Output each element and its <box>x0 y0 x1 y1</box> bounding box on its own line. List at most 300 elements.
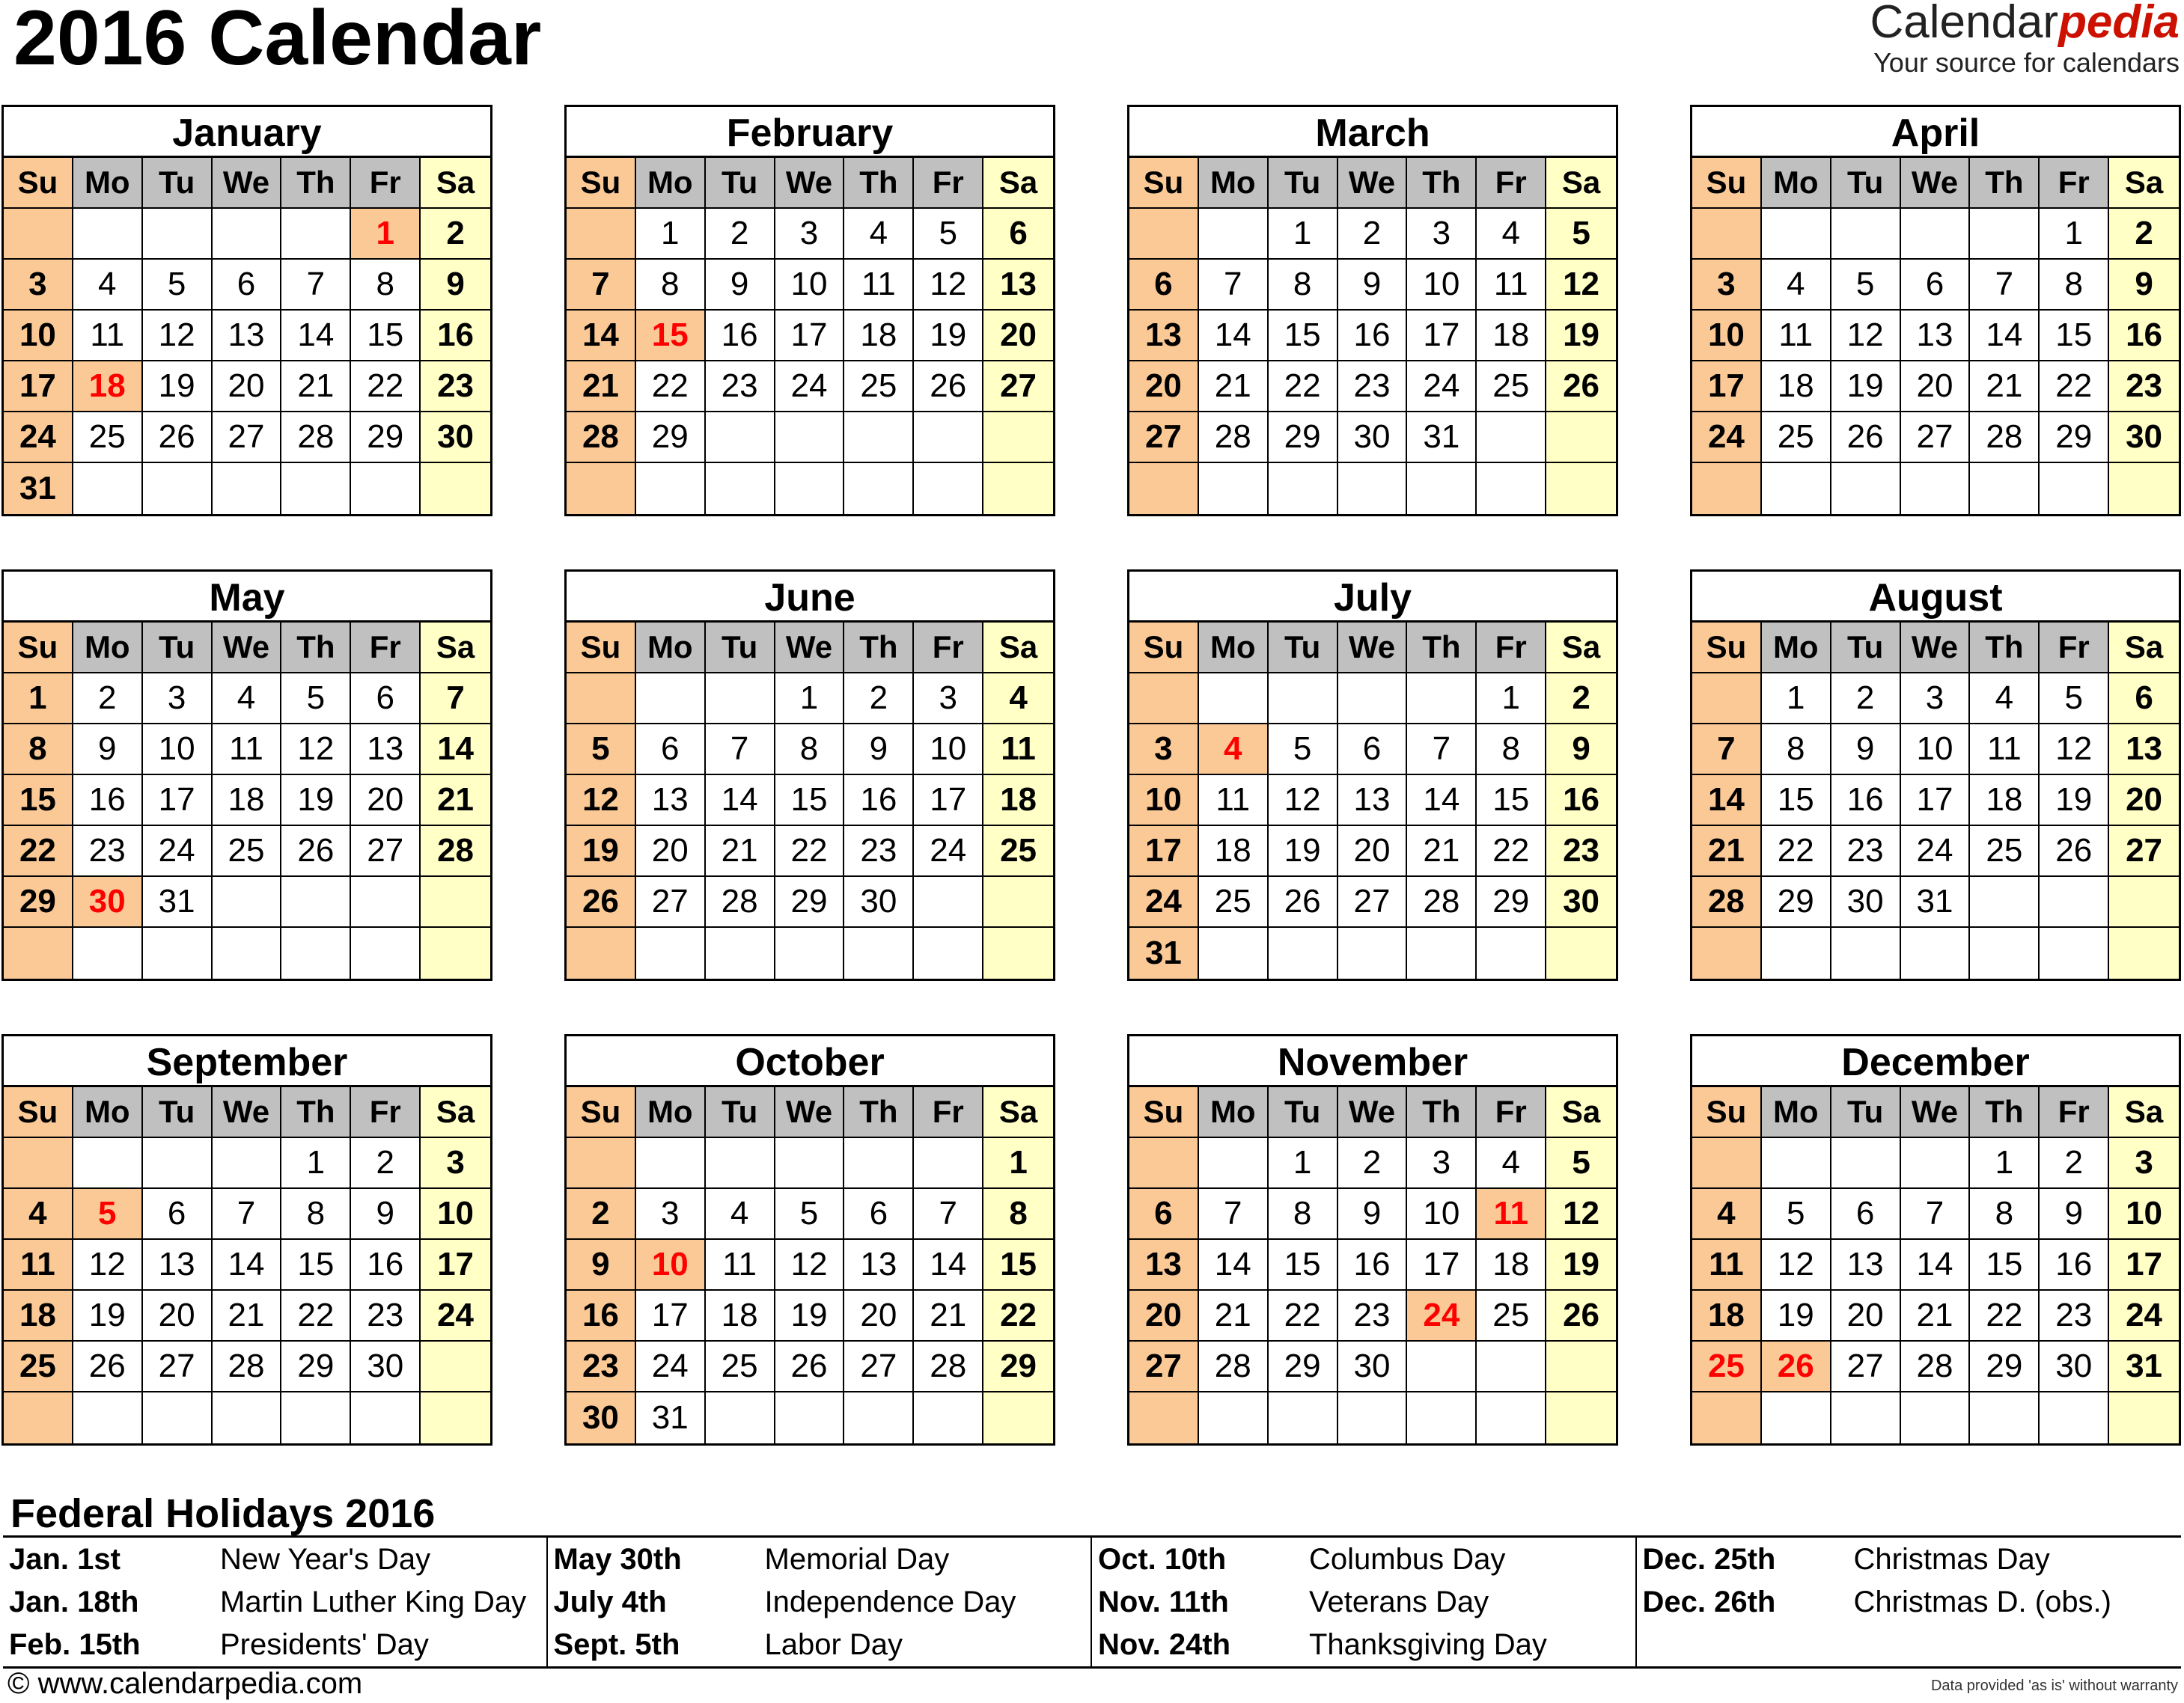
day-cell: 3 <box>421 1138 490 1189</box>
day-cell: 29 <box>2040 412 2109 463</box>
day-cell: 28 <box>567 412 636 463</box>
day-cell: 23 <box>2109 361 2179 412</box>
day-cell: 26 <box>1546 361 1616 412</box>
empty-day-cell <box>1129 1138 1199 1189</box>
holidays-column <box>1092 1538 1637 1666</box>
weekday-header: Mo <box>73 1087 143 1138</box>
day-cell: 11 <box>1970 724 2040 775</box>
day-cell: 27 <box>1338 877 1408 928</box>
holiday-name: Labor Day <box>764 1628 903 1662</box>
day-cell: 20 <box>844 1291 914 1342</box>
day-cell: 19 <box>1831 361 1901 412</box>
day-cell: 31 <box>1129 928 1199 979</box>
weekday-header: Sa <box>1546 623 1616 673</box>
day-cell: 7 <box>1692 724 1762 775</box>
day-cell: 3 <box>636 1189 706 1240</box>
day-cell: 2 <box>1831 673 1901 724</box>
holiday-name: Independence Day <box>764 1585 1016 1618</box>
empty-day-cell <box>1831 1138 1901 1189</box>
empty-day-cell <box>351 1392 421 1443</box>
day-cell: 12 <box>1546 1189 1616 1240</box>
month-days-grid <box>4 1087 490 1443</box>
empty-day-cell <box>1477 928 1546 979</box>
day-cell: 28 <box>706 877 775 928</box>
empty-day-cell <box>1338 463 1408 514</box>
day-cell: 9 <box>706 260 775 311</box>
day-cell: 5 <box>775 1189 845 1240</box>
day-cell: 6 <box>1129 260 1199 311</box>
weekday-header: Th <box>1970 1087 2040 1138</box>
day-cell: 13 <box>983 260 1053 311</box>
weekday-header: Su <box>567 158 636 209</box>
empty-day-cell <box>914 1392 983 1443</box>
empty-day-cell <box>1477 1392 1546 1443</box>
day-cell: 18 <box>706 1291 775 1342</box>
day-cell: 19 <box>1269 826 1338 877</box>
day-cell: 20 <box>213 361 282 412</box>
day-cell: 30 <box>567 1392 636 1443</box>
day-cell: 23 <box>567 1342 636 1392</box>
weekday-header: Su <box>4 623 73 673</box>
day-cell: 5 <box>281 673 351 724</box>
day-cell: 6 <box>1129 1189 1199 1240</box>
day-cell: 24 <box>914 826 983 877</box>
day-cell: 28 <box>914 1342 983 1392</box>
empty-day-cell <box>143 463 213 514</box>
weekday-header: Tu <box>1269 1087 1338 1138</box>
holiday-name: Martin Luther King Day <box>220 1585 527 1618</box>
weekday-header: Fr <box>914 158 983 209</box>
day-cell: 7 <box>567 260 636 311</box>
day-cell: 31 <box>143 877 213 928</box>
empty-day-cell <box>2040 1392 2109 1443</box>
day-cell: 8 <box>281 1189 351 1240</box>
empty-day-cell <box>143 928 213 979</box>
weekday-header: Tu <box>706 623 775 673</box>
weekday-header: Sa <box>983 1087 1053 1138</box>
holiday-date: May 30th <box>553 1542 682 1576</box>
empty-day-cell <box>1692 673 1762 724</box>
day-cell: 1 <box>1477 673 1546 724</box>
day-cell: 5 <box>567 724 636 775</box>
day-cell: 14 <box>1407 775 1477 826</box>
empty-day-cell <box>351 877 421 928</box>
month-days-grid <box>1692 158 2179 514</box>
empty-day-cell <box>213 209 282 260</box>
empty-day-cell <box>1901 1392 1971 1443</box>
weekday-header: Mo <box>1762 158 1831 209</box>
day-cell: 19 <box>2040 775 2109 826</box>
day-cell: 22 <box>1762 826 1831 877</box>
empty-day-cell <box>2109 1392 2179 1443</box>
holiday-day-cell: 25 <box>1692 1342 1762 1392</box>
weekday-header: Mo <box>636 158 706 209</box>
weekday-header: Tu <box>706 1087 775 1138</box>
day-cell: 2 <box>1546 673 1616 724</box>
empty-day-cell <box>636 928 706 979</box>
day-cell: 27 <box>351 826 421 877</box>
brand-name-accent: pedia <box>2058 0 2180 48</box>
day-cell: 21 <box>1199 1291 1269 1342</box>
day-cell: 8 <box>636 260 706 311</box>
day-cell: 22 <box>1269 361 1338 412</box>
weekday-header: Fr <box>1477 1087 1546 1138</box>
empty-day-cell <box>1831 1392 1901 1443</box>
empty-day-cell <box>1477 1342 1546 1392</box>
day-cell: 30 <box>421 412 490 463</box>
day-cell: 16 <box>1831 775 1901 826</box>
day-cell: 15 <box>1269 1240 1338 1291</box>
empty-day-cell <box>1546 463 1616 514</box>
holiday-name: Thanksgiving Day <box>1309 1628 1547 1662</box>
day-cell: 23 <box>421 361 490 412</box>
day-cell: 20 <box>2109 775 2179 826</box>
holiday-row <box>1098 1544 1635 1574</box>
day-cell: 18 <box>4 1291 73 1342</box>
day-cell: 21 <box>567 361 636 412</box>
day-cell: 19 <box>1762 1291 1831 1342</box>
day-cell: 17 <box>775 311 845 361</box>
day-cell: 10 <box>1407 260 1477 311</box>
holiday-row <box>1643 1544 2182 1574</box>
day-cell: 24 <box>775 361 845 412</box>
day-cell: 15 <box>775 775 845 826</box>
day-cell: 21 <box>1970 361 2040 412</box>
empty-day-cell <box>213 1138 282 1189</box>
month-name: October <box>567 1036 1053 1087</box>
weekday-header: Th <box>281 1087 351 1138</box>
day-cell: 17 <box>1692 361 1762 412</box>
empty-day-cell <box>73 463 143 514</box>
day-cell: 3 <box>1407 209 1477 260</box>
day-cell: 3 <box>914 673 983 724</box>
empty-day-cell <box>143 1392 213 1443</box>
weekday-header: Mo <box>73 158 143 209</box>
day-cell: 6 <box>1901 260 1971 311</box>
empty-day-cell <box>844 928 914 979</box>
day-cell: 12 <box>1762 1240 1831 1291</box>
day-cell: 26 <box>1546 1291 1616 1342</box>
weekday-header: We <box>1338 1087 1408 1138</box>
day-cell: 25 <box>1477 1291 1546 1342</box>
day-cell: 20 <box>1129 1291 1199 1342</box>
day-cell: 26 <box>1269 877 1338 928</box>
weekday-header: Mo <box>1762 1087 1831 1138</box>
day-cell: 11 <box>1199 775 1269 826</box>
weekday-header: Mo <box>1199 158 1269 209</box>
empty-day-cell <box>421 877 490 928</box>
weekday-header: Sa <box>421 158 490 209</box>
day-cell: 21 <box>1199 361 1269 412</box>
day-cell: 9 <box>1338 260 1408 311</box>
brand-logo <box>1870 0 2180 79</box>
day-cell: 17 <box>2109 1240 2179 1291</box>
weekday-header: Tu <box>143 1087 213 1138</box>
day-cell: 16 <box>1546 775 1616 826</box>
day-cell: 15 <box>281 1240 351 1291</box>
day-cell: 6 <box>143 1189 213 1240</box>
empty-day-cell <box>983 1392 1053 1443</box>
holiday-date: Dec. 25th <box>1642 1542 1776 1576</box>
empty-day-cell <box>706 412 775 463</box>
day-cell: 20 <box>351 775 421 826</box>
weekday-header: Th <box>844 623 914 673</box>
day-cell: 22 <box>775 826 845 877</box>
footer-disclaimer: Data provided 'as is' without warranty <box>1930 1678 2178 1694</box>
day-cell: 22 <box>4 826 73 877</box>
day-cell: 7 <box>1199 260 1269 311</box>
day-cell: 7 <box>914 1189 983 1240</box>
month-name: September <box>4 1036 490 1087</box>
day-cell: 27 <box>1129 412 1199 463</box>
day-cell: 29 <box>775 877 845 928</box>
day-cell: 1 <box>281 1138 351 1189</box>
day-cell: 20 <box>143 1291 213 1342</box>
weekday-header: Th <box>1970 158 2040 209</box>
day-cell: 2 <box>706 209 775 260</box>
weekday-header: Su <box>567 623 636 673</box>
day-cell: 26 <box>567 877 636 928</box>
day-cell: 3 <box>2109 1138 2179 1189</box>
weekday-header: Th <box>1407 1087 1477 1138</box>
empty-day-cell <box>567 1138 636 1189</box>
day-cell: 6 <box>2109 673 2179 724</box>
empty-day-cell <box>567 673 636 724</box>
weekday-header: Sa <box>2109 623 2179 673</box>
day-cell: 15 <box>4 775 73 826</box>
month-days-grid <box>1692 623 2179 979</box>
day-cell: 14 <box>213 1240 282 1291</box>
weekday-header: We <box>213 158 282 209</box>
day-cell: 11 <box>983 724 1053 775</box>
weekday-header: Fr <box>914 623 983 673</box>
month-name: August <box>1692 572 2179 623</box>
weekday-header: Sa <box>2109 1087 2179 1138</box>
day-cell: 12 <box>281 724 351 775</box>
day-cell: 23 <box>351 1291 421 1342</box>
empty-day-cell <box>1199 209 1269 260</box>
day-cell: 28 <box>421 826 490 877</box>
day-cell: 28 <box>1407 877 1477 928</box>
day-cell: 10 <box>1129 775 1199 826</box>
day-cell: 13 <box>844 1240 914 1291</box>
weekday-header: Sa <box>983 623 1053 673</box>
empty-day-cell <box>1477 412 1546 463</box>
holiday-date: Dec. 26th <box>1642 1585 1776 1618</box>
day-cell: 19 <box>143 361 213 412</box>
empty-day-cell <box>1901 463 1971 514</box>
empty-day-cell <box>4 928 73 979</box>
day-cell: 8 <box>2040 260 2109 311</box>
weekday-header: We <box>775 1087 845 1138</box>
day-cell: 13 <box>1129 1240 1199 1291</box>
holiday-name: Veterans Day <box>1309 1585 1489 1618</box>
day-cell: 2 <box>421 209 490 260</box>
day-cell: 12 <box>1269 775 1338 826</box>
day-cell: 5 <box>2040 673 2109 724</box>
empty-day-cell <box>983 928 1053 979</box>
day-cell: 8 <box>4 724 73 775</box>
day-cell: 9 <box>421 260 490 311</box>
empty-day-cell <box>914 1138 983 1189</box>
day-cell: 10 <box>775 260 845 311</box>
empty-day-cell <box>1762 928 1831 979</box>
day-cell: 12 <box>143 311 213 361</box>
day-cell: 25 <box>213 826 282 877</box>
holiday-day-cell: 4 <box>1199 724 1269 775</box>
month-name: December <box>1692 1036 2179 1087</box>
day-cell: 27 <box>213 412 282 463</box>
empty-day-cell <box>1269 928 1338 979</box>
empty-day-cell <box>1338 928 1408 979</box>
day-cell: 1 <box>4 673 73 724</box>
holidays-title: Federal Holidays 2016 <box>10 1491 436 1536</box>
weekday-header: Sa <box>983 158 1053 209</box>
empty-day-cell <box>2109 928 2179 979</box>
day-cell: 13 <box>1338 775 1408 826</box>
empty-day-cell <box>775 1392 845 1443</box>
day-cell: 15 <box>1477 775 1546 826</box>
empty-day-cell <box>213 463 282 514</box>
day-cell: 12 <box>1546 260 1616 311</box>
day-cell: 31 <box>1407 412 1477 463</box>
day-cell: 8 <box>1269 260 1338 311</box>
day-cell: 18 <box>983 775 1053 826</box>
day-cell: 19 <box>914 311 983 361</box>
weekday-header: Tu <box>1831 1087 1901 1138</box>
day-cell: 27 <box>983 361 1053 412</box>
day-cell: 8 <box>983 1189 1053 1240</box>
weekday-header: Tu <box>143 158 213 209</box>
day-cell: 11 <box>73 311 143 361</box>
day-cell: 10 <box>1692 311 1762 361</box>
empty-day-cell <box>1129 209 1199 260</box>
empty-day-cell <box>1269 673 1338 724</box>
month-april <box>1690 105 2181 516</box>
brand-name-plain: Calendar <box>1870 0 2059 48</box>
day-cell: 9 <box>351 1189 421 1240</box>
day-cell: 31 <box>4 463 73 514</box>
day-cell: 1 <box>1762 673 1831 724</box>
day-cell: 24 <box>1901 826 1971 877</box>
empty-day-cell <box>636 1138 706 1189</box>
day-cell: 4 <box>844 209 914 260</box>
month-october <box>564 1034 1055 1446</box>
day-cell: 26 <box>73 1342 143 1392</box>
day-cell: 23 <box>2040 1291 2109 1342</box>
weekday-header: Fr <box>1477 158 1546 209</box>
empty-day-cell <box>983 877 1053 928</box>
day-cell: 1 <box>2040 209 2109 260</box>
day-cell: 3 <box>1407 1138 1477 1189</box>
day-cell: 29 <box>1970 1342 2040 1392</box>
day-cell: 24 <box>4 412 73 463</box>
weekday-header: Tu <box>1831 623 1901 673</box>
day-cell: 17 <box>421 1240 490 1291</box>
empty-day-cell <box>1692 209 1762 260</box>
day-cell: 12 <box>1831 311 1901 361</box>
day-cell: 5 <box>1269 724 1338 775</box>
empty-day-cell <box>1407 463 1477 514</box>
day-cell: 2 <box>844 673 914 724</box>
empty-day-cell <box>706 1392 775 1443</box>
day-cell: 15 <box>351 311 421 361</box>
day-cell: 17 <box>4 361 73 412</box>
day-cell: 19 <box>281 775 351 826</box>
weekday-header: Su <box>1692 623 1762 673</box>
day-cell: 5 <box>1831 260 1901 311</box>
day-cell: 11 <box>844 260 914 311</box>
holiday-row <box>1098 1587 1635 1617</box>
holiday-name: Christmas Day <box>1853 1542 2050 1576</box>
day-cell: 14 <box>1901 1240 1971 1291</box>
month-may <box>1 569 492 981</box>
empty-day-cell <box>1762 209 1831 260</box>
day-cell: 26 <box>914 361 983 412</box>
day-cell: 4 <box>1970 673 2040 724</box>
day-cell: 14 <box>421 724 490 775</box>
holiday-date: Jan. 1st <box>9 1542 121 1576</box>
weekday-header: Fr <box>2040 623 2109 673</box>
weekday-header: Su <box>567 1087 636 1138</box>
empty-day-cell <box>1546 412 1616 463</box>
month-september <box>1 1034 492 1446</box>
day-cell: 14 <box>1970 311 2040 361</box>
day-cell: 17 <box>143 775 213 826</box>
day-cell: 9 <box>567 1240 636 1291</box>
empty-day-cell <box>706 673 775 724</box>
day-cell: 30 <box>2040 1342 2109 1392</box>
day-cell: 6 <box>351 673 421 724</box>
day-cell: 29 <box>636 412 706 463</box>
day-cell: 9 <box>844 724 914 775</box>
day-cell: 4 <box>213 673 282 724</box>
day-cell: 27 <box>844 1342 914 1392</box>
month-august <box>1690 569 2181 981</box>
day-cell: 23 <box>706 361 775 412</box>
weekday-header: Fr <box>351 623 421 673</box>
day-cell: 21 <box>421 775 490 826</box>
day-cell: 9 <box>2109 260 2179 311</box>
day-cell: 6 <box>1831 1189 1901 1240</box>
weekday-header: Sa <box>421 1087 490 1138</box>
day-cell: 20 <box>1338 826 1408 877</box>
month-days-grid <box>1129 623 1616 979</box>
weekday-header: Sa <box>2109 158 2179 209</box>
month-november <box>1127 1034 1618 1446</box>
weekday-header: Tu <box>143 623 213 673</box>
day-cell: 16 <box>1338 1240 1408 1291</box>
month-name: January <box>4 107 490 158</box>
day-cell: 18 <box>1762 361 1831 412</box>
weekday-header: Th <box>844 158 914 209</box>
day-cell: 5 <box>1546 209 1616 260</box>
day-cell: 25 <box>844 361 914 412</box>
day-cell: 13 <box>143 1240 213 1291</box>
holiday-day-cell: 24 <box>1407 1291 1477 1342</box>
empty-day-cell <box>1762 1138 1831 1189</box>
day-cell: 15 <box>983 1240 1053 1291</box>
day-cell: 23 <box>73 826 143 877</box>
day-cell: 11 <box>1692 1240 1762 1291</box>
day-cell: 4 <box>1477 209 1546 260</box>
day-cell: 16 <box>1338 311 1408 361</box>
month-days-grid <box>567 623 1053 979</box>
weekday-header: We <box>213 1087 282 1138</box>
day-cell: 13 <box>1129 311 1199 361</box>
empty-day-cell <box>1970 1392 2040 1443</box>
empty-day-cell <box>1477 463 1546 514</box>
